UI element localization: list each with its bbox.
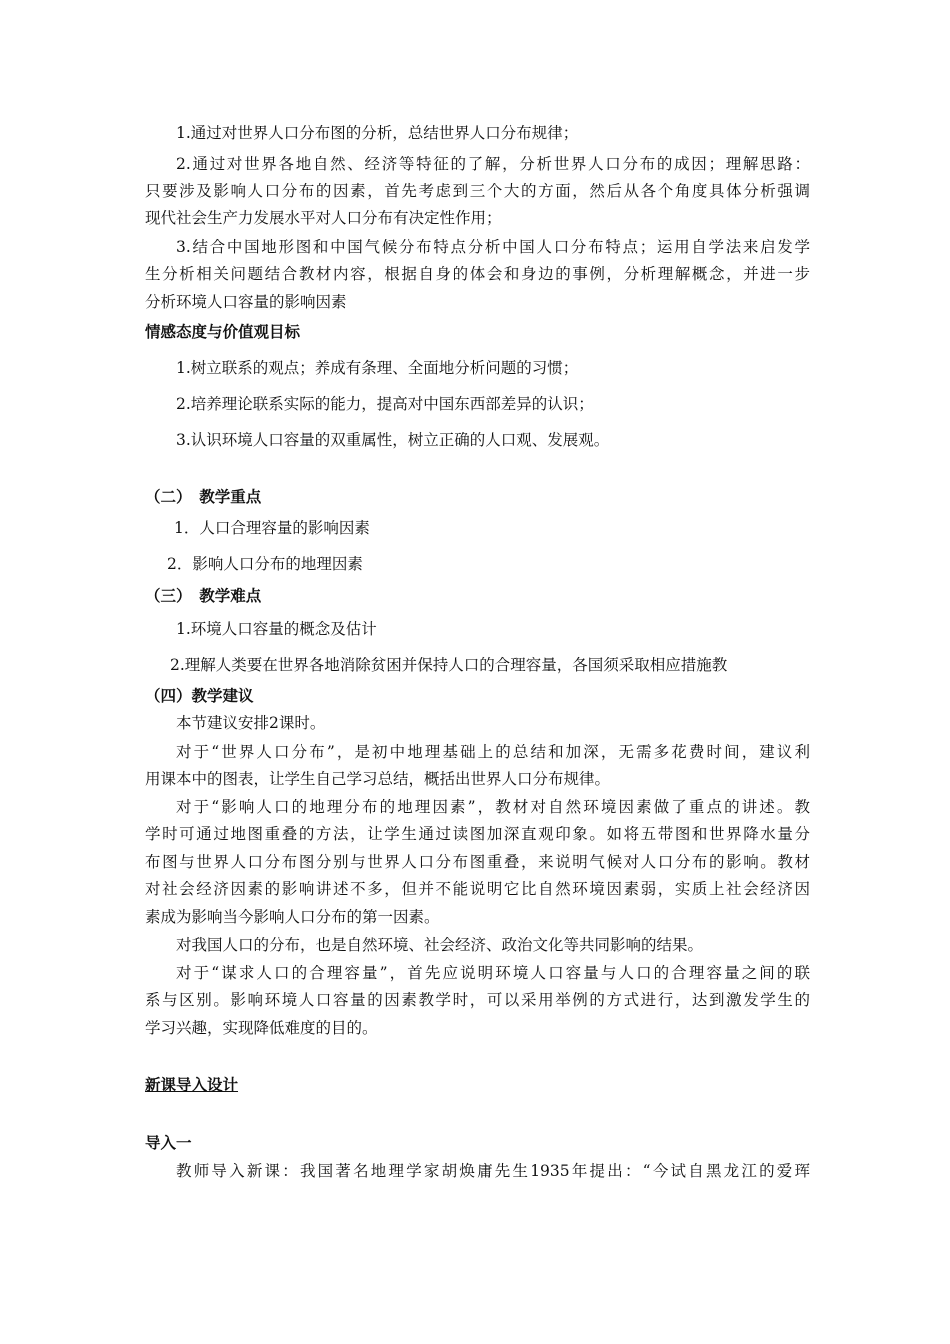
suggestion-paragraph-5-cont: 系与区别。影响环境人口容量的因素教学时，可以采用举例的方式进行，达到激发学生的 bbox=[145, 991, 810, 1009]
suggestion-paragraph-1: 本节建议安排2课时。 bbox=[176, 714, 326, 732]
values-item-3: 3.认识环境人口容量的双重属性，树立正确的人口观、发展观。 bbox=[176, 431, 610, 449]
suggestion-paragraph-3-cont: 素成为影响当今影响人口分布的第一因素。 bbox=[145, 908, 440, 926]
section-heading-values: 情感态度与价值观目标 bbox=[145, 322, 301, 341]
section-heading-suggestions: （四）教学建议 bbox=[145, 686, 254, 705]
values-item-2: 2.培养理论联系实际的能力，提高对中国东西部差异的认识； bbox=[176, 395, 594, 413]
objective-line-2: 2.通过对世界各地自然、经济等特征的了解，分析世界人口分布的成因；理解思路： bbox=[176, 155, 810, 173]
suggestion-paragraph-5-cont: 学习兴趣，实现降低难度的目的。 bbox=[145, 1019, 378, 1037]
suggestion-paragraph-4: 对我国人口的分布，也是自然环境、社会经济、政治文化等共同影响的结果。 bbox=[176, 936, 704, 954]
section-heading-key-points: （二） 教学重点 bbox=[145, 487, 262, 506]
intro-paragraph: 教师导入新课：我国著名地理学家胡焕庸先生1935年提出：“今试自黑龙江的爱珲 bbox=[176, 1162, 810, 1180]
key-point-2: 2．影响人口分布的地理因素 bbox=[167, 555, 363, 573]
suggestion-paragraph-2: 对于“世界人口分布”，是初中地理基础上的总结和加深，无需多花费时间，建议利 bbox=[176, 743, 810, 761]
objective-line-2-cont: 现代社会生产力发展水平对人口分布有决定性作用； bbox=[145, 209, 502, 227]
subheading-intro-1: 导入一 bbox=[145, 1133, 192, 1152]
objective-line-2-cont: 只要涉及影响人口分布的因素，首先考虑到三个大的方面，然后从各个角度具体分析强调 bbox=[145, 182, 810, 200]
suggestion-paragraph-3-cont: 布图与世界人口分布图分别与世界人口分布图重叠，来说明气候对人口分布的影响。教材 bbox=[145, 853, 810, 871]
objective-line-3-cont: 生分析相关问题结合教材内容，根据自身的体会和身边的事例，分析理解概念，并进一步 bbox=[145, 265, 810, 283]
objective-line-3: 3.结合中国地形图和中国气候分布特点分析中国人口分布特点；运用自学法来启发学 bbox=[176, 238, 810, 256]
suggestion-paragraph-3: 对于“影响人口的地理分布的地理因素”，教材对自然环境因素做了重点的讲述。教 bbox=[176, 798, 810, 816]
difficulty-2: 2.理解人类要在世界各地消除贫困并保持人口的合理容量，各国须采取相应措施教 bbox=[170, 656, 728, 674]
section-heading-intro-design: 新课导入设计 bbox=[145, 1075, 239, 1094]
difficulty-1: 1.环境人口容量的概念及估计 bbox=[176, 620, 377, 638]
suggestion-paragraph-3-cont: 对社会经济因素的影响讲述不多，但并不能说明它比自然环境因素弱，实质上社会经济因 bbox=[145, 880, 810, 898]
suggestion-paragraph-5: 对于“谋求人口的合理容量”，首先应说明环境人口容量与人口的合理容量之间的联 bbox=[176, 964, 810, 982]
section-heading-difficulties: （三） 教学难点 bbox=[145, 586, 262, 605]
objective-line-3-cont: 分析环境人口容量的影响因素 bbox=[145, 293, 347, 311]
values-item-1: 1.树立联系的观点；养成有条理、全面地分析问题的习惯； bbox=[176, 359, 579, 377]
key-point-1: 1．人口合理容量的影响因素 bbox=[174, 519, 370, 537]
suggestion-paragraph-3-cont: 学时可通过地图重叠的方法，让学生通过读图加深直观印象。如将五带图和世界降水量分 bbox=[145, 825, 810, 843]
suggestion-paragraph-2-cont: 用课本中的图表，让学生自己学习总结，概括出世界人口分布规律。 bbox=[145, 770, 611, 788]
objective-line-1: 1.通过对世界人口分布图的分析，总结世界人口分布规律； bbox=[176, 124, 579, 142]
